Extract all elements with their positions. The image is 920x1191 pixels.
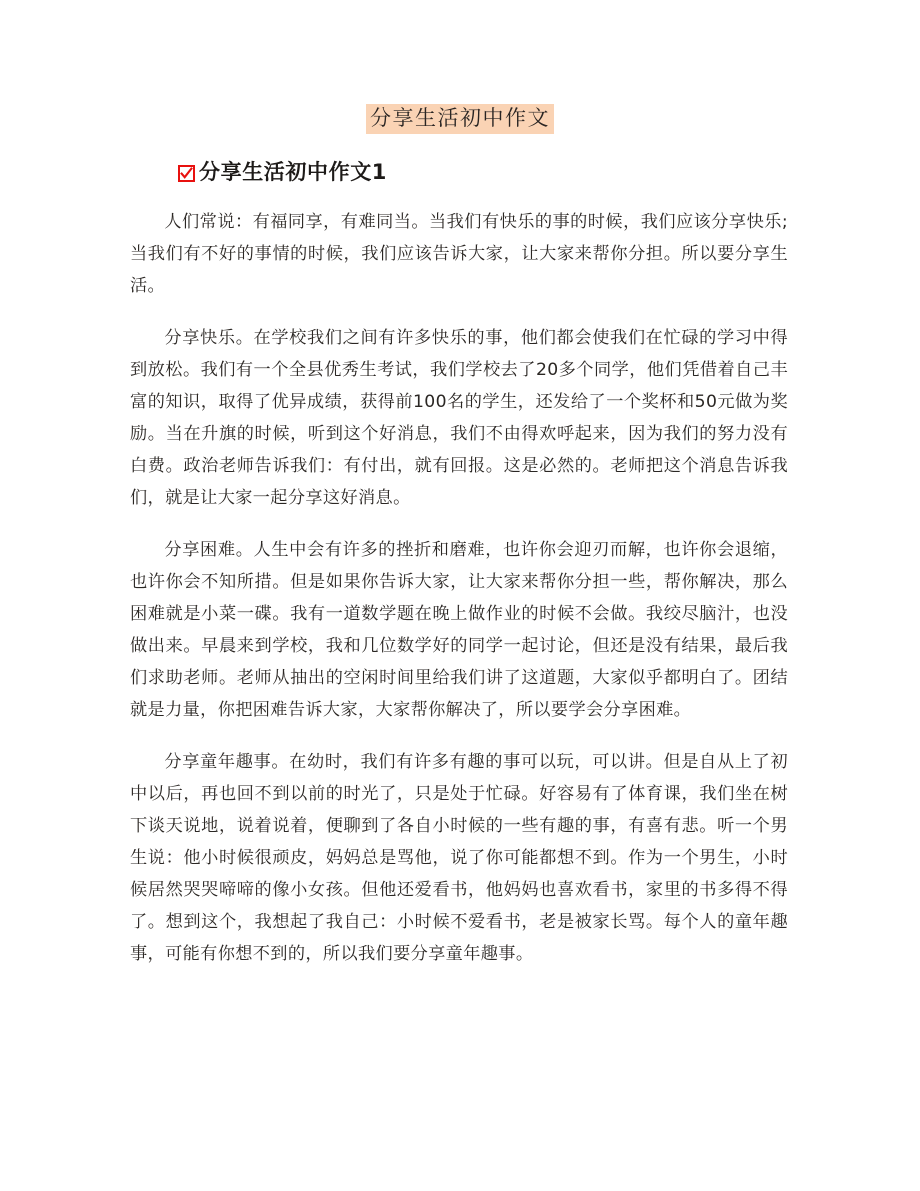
section-heading: [178, 159, 387, 185]
paragraph: 人们常说：有福同享，有难同当。当我们有快乐的事的时候，我们应该分享快乐;当我们有不好的事情的时候，我们应该告诉大家，让大家来帮你分担。所以要分享生活。: [130, 212, 788, 296]
checkbox-checked-icon: [178, 165, 195, 182]
document-body: [130, 206, 788, 970]
section-heading-text: 分享生活初中作文1: [199, 160, 388, 184]
paragraph: 分享快乐。在学校我们之间有许多快乐的事，他们都会使我们在忙碌的学习中得到放松。我们有一个全县优秀生考试，我们学校去了20多个同学，他们凭借着自己丰富的知识，取得了优异成绩，获得前100名的学生，还发给了一个奖杯和50元做为奖励。当在升旗的时候，听到这个好消息，我们不由得欢呼起来，因为我们的努力没有白费。政治老师告诉我们：有付出，就有回报。这是必然的。老师把这个消息告诉我们，就是让大家一起分享这好消息。: [130, 328, 788, 508]
paragraph: 分享童年趣事。在幼时，我们有许多有趣的事可以玩，可以讲。但是自从上了初中以后，再也回不到以前的时光了，只是处于忙碌。好容易有了体育课，我们坐在树下谈天说地，说着说着，便聊到了各自小时候的一些有趣的事，有喜有悲。听一个男生说：他小时候很顽皮，妈妈总是骂他，说了你可能都想不到。作为一个男生，小时候居然哭哭啼啼的像小女孩。但他还爱看书，他妈妈也喜欢看书，家里的书多得不得了。想到这个，我想起了我自己：小时候不爱看书，老是被家长骂。每个人的童年趣事，可能有你想不到的，所以我们要分享童年趣事。: [130, 752, 788, 964]
paragraph: 分享困难。人生中会有许多的挫折和磨难，也许你会迎刃而解，也许你会退缩，也许你会不知所措。但是如果你告诉大家，让大家来帮你分担一些，帮你解决，那么困难就是小菜一碟。我有一道数学题在晚上做作业的时候不会做。我绞尽脑汁，也没做出来。早晨来到学校，我和几位数学好的同学一起讨论，但还是没有结果，最后我们求助老师。老师从抽出的空闲时间里给我们讲了这道题，大家似乎都明白了。团结就是力量，你把困难告诉大家，大家帮你解决了，所以要学会分享困难。: [130, 540, 788, 720]
document-title: 分享生活初中作文: [366, 104, 554, 134]
document-title-container: [0, 104, 920, 134]
